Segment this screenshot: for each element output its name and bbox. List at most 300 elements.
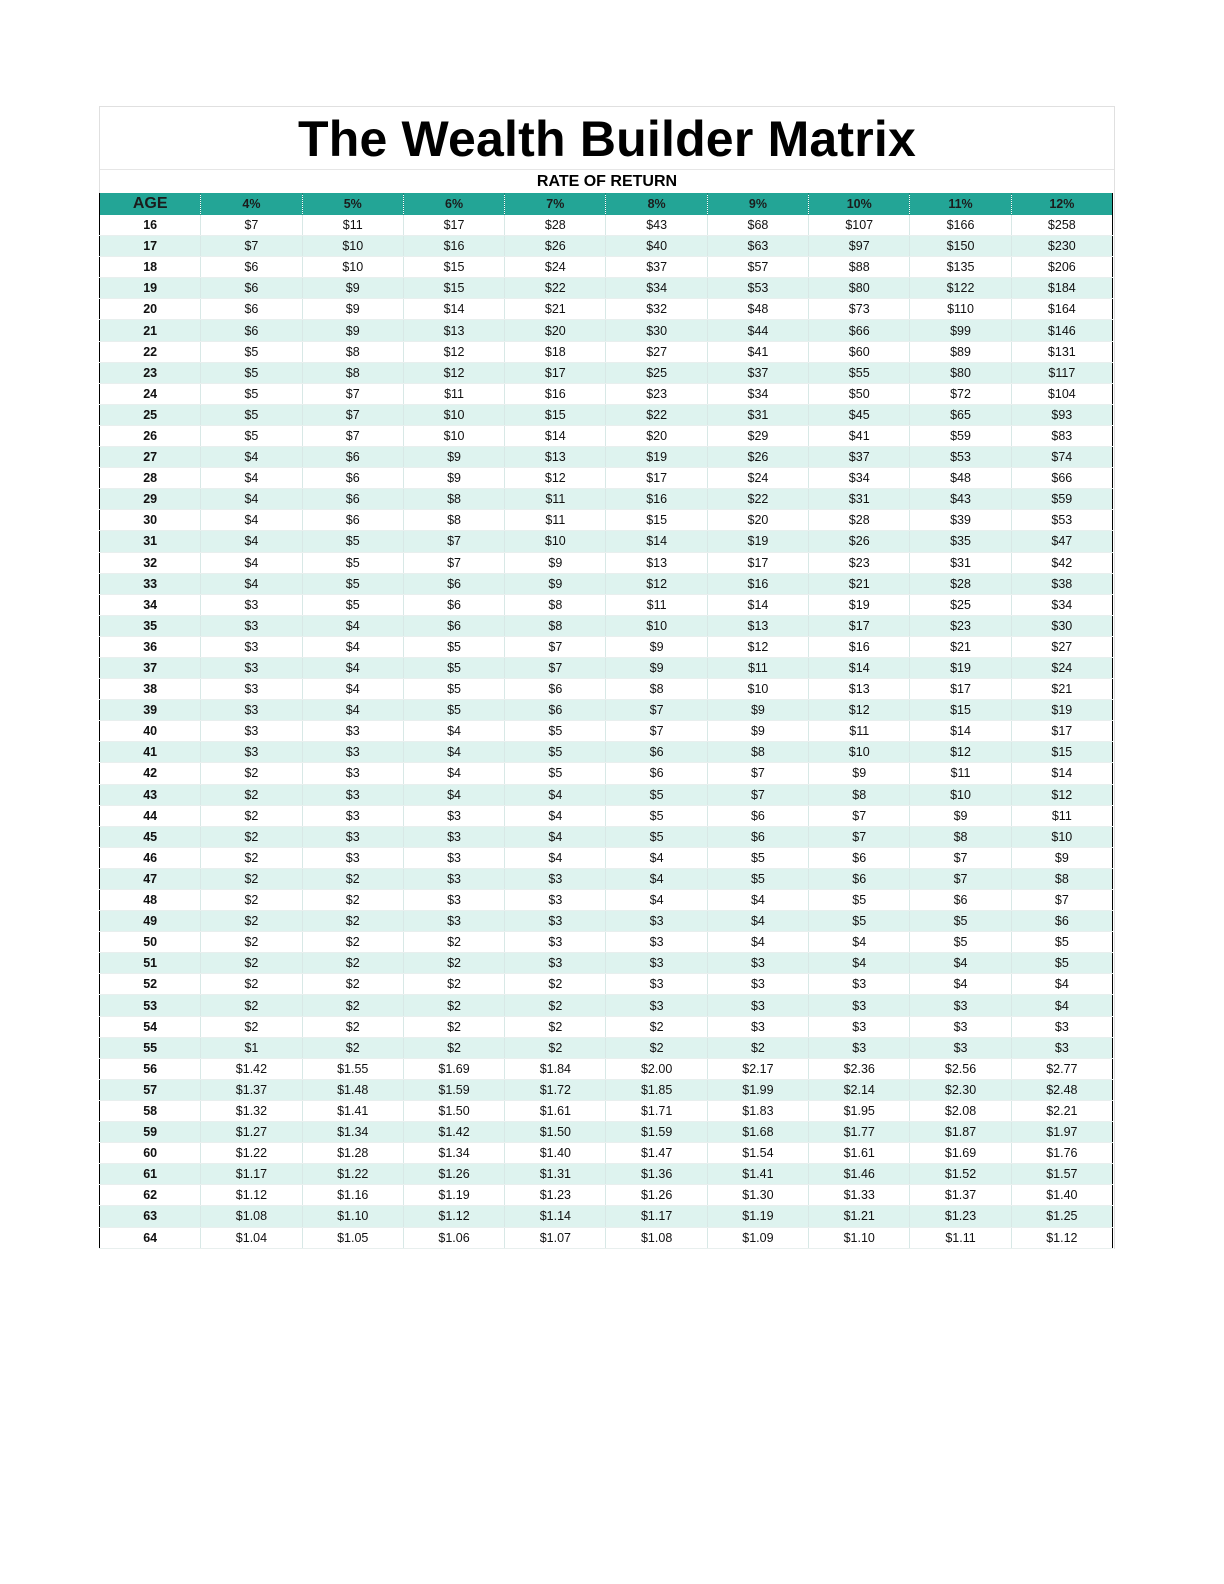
value-cell: $50 <box>809 383 910 404</box>
value-cell: $2 <box>403 1016 504 1037</box>
value-cell: $2 <box>201 847 302 868</box>
value-cell: $9 <box>707 721 808 742</box>
value-cell: $7 <box>302 425 403 446</box>
value-cell: $1.19 <box>707 1206 808 1227</box>
value-cell: $1.69 <box>403 1058 504 1079</box>
value-cell: $2.14 <box>809 1079 910 1100</box>
age-cell: 61 <box>100 1164 201 1185</box>
value-cell: $3 <box>809 1016 910 1037</box>
value-cell: $1.47 <box>606 1143 707 1164</box>
value-cell: $7 <box>606 700 707 721</box>
value-cell: $22 <box>707 489 808 510</box>
value-cell: $3 <box>910 995 1011 1016</box>
value-cell: $3 <box>505 932 606 953</box>
rate-column-header: 12% <box>1011 193 1112 215</box>
value-cell: $19 <box>809 594 910 615</box>
value-cell: $1.25 <box>1011 1206 1112 1227</box>
value-cell: $16 <box>505 383 606 404</box>
value-cell: $72 <box>910 383 1011 404</box>
value-cell: $14 <box>809 657 910 678</box>
value-cell: $27 <box>606 341 707 362</box>
value-cell: $1.84 <box>505 1058 606 1079</box>
table-row <box>100 1185 1113 1206</box>
value-cell: $2 <box>505 974 606 995</box>
value-cell: $17 <box>809 615 910 636</box>
value-cell: $1.10 <box>809 1227 910 1248</box>
value-cell: $4 <box>910 953 1011 974</box>
value-cell: $44 <box>707 320 808 341</box>
age-cell: 18 <box>100 257 201 278</box>
age-cell: 43 <box>100 784 201 805</box>
value-cell: $20 <box>505 320 606 341</box>
table-row <box>100 974 1113 995</box>
value-cell: $104 <box>1011 383 1112 404</box>
value-cell: $59 <box>910 425 1011 446</box>
value-cell: $3 <box>505 911 606 932</box>
value-cell: $57 <box>707 257 808 278</box>
value-cell: $9 <box>606 657 707 678</box>
value-cell: $43 <box>910 489 1011 510</box>
value-cell: $38 <box>1011 573 1112 594</box>
rate-column-header: 9% <box>707 193 808 215</box>
table-row <box>100 1227 1113 1248</box>
value-cell: $24 <box>505 257 606 278</box>
value-cell: $2 <box>302 932 403 953</box>
value-cell: $3 <box>809 995 910 1016</box>
table-row <box>100 404 1113 425</box>
rate-column-header: 11% <box>910 193 1011 215</box>
table-row <box>100 1164 1113 1185</box>
value-cell: $8 <box>505 594 606 615</box>
value-cell: $1.06 <box>403 1227 504 1248</box>
value-cell: $15 <box>403 257 504 278</box>
table-row <box>100 911 1113 932</box>
value-cell: $39 <box>910 510 1011 531</box>
rate-column-header: 7% <box>505 193 606 215</box>
value-cell: $5 <box>606 826 707 847</box>
value-cell: $4 <box>302 657 403 678</box>
value-cell: $3 <box>1011 1016 1112 1037</box>
value-cell: $21 <box>1011 679 1112 700</box>
spreadsheet <box>99 106 1115 1249</box>
value-cell: $3 <box>302 742 403 763</box>
value-cell: $1.55 <box>302 1058 403 1079</box>
value-cell: $5 <box>910 932 1011 953</box>
value-cell: $5 <box>403 679 504 700</box>
value-cell: $10 <box>403 425 504 446</box>
value-cell: $1.33 <box>809 1185 910 1206</box>
age-cell: 54 <box>100 1016 201 1037</box>
value-cell: $9 <box>302 299 403 320</box>
age-cell: 52 <box>100 974 201 995</box>
value-cell: $3 <box>201 636 302 657</box>
value-cell: $4 <box>505 847 606 868</box>
value-cell: $4 <box>302 700 403 721</box>
value-cell: $2 <box>505 1016 606 1037</box>
age-cell: 22 <box>100 341 201 362</box>
table-row <box>100 278 1113 299</box>
value-cell: $1.08 <box>201 1206 302 1227</box>
value-cell: $55 <box>809 362 910 383</box>
value-cell: $3 <box>910 1016 1011 1037</box>
value-cell: $20 <box>707 510 808 531</box>
value-cell: $37 <box>606 257 707 278</box>
value-cell: $45 <box>809 404 910 425</box>
value-cell: $3 <box>403 805 504 826</box>
value-cell: $4 <box>606 847 707 868</box>
table-row <box>100 995 1113 1016</box>
value-cell: $30 <box>606 320 707 341</box>
value-cell: $9 <box>505 573 606 594</box>
value-cell: $47 <box>1011 531 1112 552</box>
value-cell: $12 <box>403 341 504 362</box>
value-cell: $3 <box>403 868 504 889</box>
value-cell: $41 <box>707 341 808 362</box>
value-cell: $1.17 <box>606 1206 707 1227</box>
age-cell: 40 <box>100 721 201 742</box>
value-cell: $19 <box>606 447 707 468</box>
value-cell: $6 <box>201 320 302 341</box>
value-cell: $5 <box>201 362 302 383</box>
value-cell: $7 <box>809 826 910 847</box>
age-cell: 36 <box>100 636 201 657</box>
value-cell: $7 <box>201 215 302 236</box>
table-row <box>100 215 1113 236</box>
value-cell: $34 <box>707 383 808 404</box>
value-cell: $3 <box>302 784 403 805</box>
value-cell: $5 <box>707 868 808 889</box>
value-cell: $1.31 <box>505 1164 606 1185</box>
value-cell: $1.08 <box>606 1227 707 1248</box>
value-cell: $7 <box>403 531 504 552</box>
value-cell: $6 <box>201 278 302 299</box>
value-cell: $5 <box>505 742 606 763</box>
value-cell: $1.61 <box>809 1143 910 1164</box>
value-cell: $7 <box>809 805 910 826</box>
value-cell: $17 <box>707 552 808 573</box>
value-cell: $4 <box>403 742 504 763</box>
age-cell: 48 <box>100 890 201 911</box>
page-title: The Wealth Builder Matrix <box>100 107 1114 170</box>
value-cell: $26 <box>707 447 808 468</box>
value-cell: $5 <box>302 552 403 573</box>
value-cell: $1.52 <box>910 1164 1011 1185</box>
value-cell: $1.59 <box>606 1122 707 1143</box>
value-cell: $5 <box>809 890 910 911</box>
age-cell: 58 <box>100 1100 201 1121</box>
value-cell: $23 <box>809 552 910 573</box>
value-cell: $1.26 <box>606 1185 707 1206</box>
value-cell: $22 <box>505 278 606 299</box>
value-cell: $4 <box>201 531 302 552</box>
value-cell: $4 <box>606 890 707 911</box>
value-cell: $16 <box>809 636 910 657</box>
value-cell: $8 <box>707 742 808 763</box>
value-cell: $1.42 <box>201 1058 302 1079</box>
table-row <box>100 1079 1113 1100</box>
value-cell: $6 <box>302 510 403 531</box>
value-cell: $107 <box>809 215 910 236</box>
value-cell: $4 <box>505 826 606 847</box>
value-cell: $9 <box>809 763 910 784</box>
value-cell: $8 <box>302 341 403 362</box>
table-body <box>100 215 1113 1248</box>
age-cell: 47 <box>100 868 201 889</box>
value-cell: $12 <box>403 362 504 383</box>
value-cell: $17 <box>505 362 606 383</box>
age-cell: 38 <box>100 679 201 700</box>
value-cell: $37 <box>809 447 910 468</box>
value-cell: $2 <box>302 868 403 889</box>
value-cell: $37 <box>707 362 808 383</box>
table-row <box>100 742 1113 763</box>
value-cell: $48 <box>707 299 808 320</box>
value-cell: $25 <box>910 594 1011 615</box>
table-row <box>100 932 1113 953</box>
value-cell: $10 <box>707 679 808 700</box>
value-cell: $2 <box>302 1016 403 1037</box>
value-cell: $83 <box>1011 425 1112 446</box>
value-cell: $11 <box>505 489 606 510</box>
value-cell: $3 <box>707 953 808 974</box>
value-cell: $2.77 <box>1011 1058 1112 1079</box>
value-cell: $7 <box>403 552 504 573</box>
value-cell: $93 <box>1011 404 1112 425</box>
value-cell: $11 <box>302 215 403 236</box>
value-cell: $3 <box>707 995 808 1016</box>
value-cell: $60 <box>809 341 910 362</box>
value-cell: $8 <box>302 362 403 383</box>
value-cell: $5 <box>201 341 302 362</box>
age-cell: 64 <box>100 1227 201 1248</box>
value-cell: $164 <box>1011 299 1112 320</box>
age-cell: 37 <box>100 657 201 678</box>
value-cell: $4 <box>201 489 302 510</box>
value-cell: $11 <box>707 657 808 678</box>
value-cell: $1.77 <box>809 1122 910 1143</box>
age-cell: 21 <box>100 320 201 341</box>
value-cell: $4 <box>707 890 808 911</box>
value-cell: $8 <box>910 826 1011 847</box>
table-row <box>100 763 1113 784</box>
value-cell: $2 <box>201 826 302 847</box>
age-cell: 29 <box>100 489 201 510</box>
value-cell: $1.27 <box>201 1122 302 1143</box>
value-cell: $1.12 <box>403 1206 504 1227</box>
value-cell: $11 <box>505 510 606 531</box>
value-cell: $21 <box>809 573 910 594</box>
value-cell: $2 <box>201 995 302 1016</box>
value-cell: $1.34 <box>302 1122 403 1143</box>
value-cell: $1.04 <box>201 1227 302 1248</box>
age-cell: 45 <box>100 826 201 847</box>
value-cell: $6 <box>505 700 606 721</box>
value-cell: $1.50 <box>505 1122 606 1143</box>
age-cell: 50 <box>100 932 201 953</box>
value-cell: $41 <box>809 425 910 446</box>
value-cell: $258 <box>1011 215 1112 236</box>
value-cell: $2 <box>201 763 302 784</box>
value-cell: $3 <box>606 932 707 953</box>
value-cell: $8 <box>606 679 707 700</box>
table-row <box>100 890 1113 911</box>
age-cell: 23 <box>100 362 201 383</box>
age-cell: 41 <box>100 742 201 763</box>
table-row <box>100 1016 1113 1037</box>
rate-of-return-heading: RATE OF RETURN <box>536 173 678 190</box>
age-cell: 30 <box>100 510 201 531</box>
rate-column-header: 8% <box>606 193 707 215</box>
table-row <box>100 510 1113 531</box>
value-cell: $24 <box>707 468 808 489</box>
value-cell: $23 <box>606 383 707 404</box>
value-cell: $21 <box>505 299 606 320</box>
value-cell: $32 <box>606 299 707 320</box>
value-cell: $4 <box>302 615 403 636</box>
value-cell: $1.50 <box>403 1100 504 1121</box>
age-cell: 44 <box>100 805 201 826</box>
value-cell: $6 <box>201 299 302 320</box>
value-cell: $88 <box>809 257 910 278</box>
value-cell: $19 <box>910 657 1011 678</box>
age-cell: 63 <box>100 1206 201 1227</box>
value-cell: $206 <box>1011 257 1112 278</box>
value-cell: $1.21 <box>809 1206 910 1227</box>
value-cell: $2.00 <box>606 1058 707 1079</box>
value-cell: $11 <box>606 594 707 615</box>
value-cell: $4 <box>201 447 302 468</box>
value-cell: $14 <box>606 531 707 552</box>
value-cell: $1.12 <box>201 1185 302 1206</box>
table-row <box>100 1206 1113 1227</box>
value-cell: $16 <box>403 236 504 257</box>
value-cell: $10 <box>606 615 707 636</box>
age-cell: 17 <box>100 236 201 257</box>
value-cell: $4 <box>505 784 606 805</box>
wealth-matrix-table <box>99 193 1113 1249</box>
value-cell: $3 <box>201 615 302 636</box>
value-cell: $4 <box>302 636 403 657</box>
value-cell: $3 <box>302 847 403 868</box>
value-cell: $2 <box>403 1037 504 1058</box>
value-cell: $7 <box>910 868 1011 889</box>
value-cell: $1.71 <box>606 1100 707 1121</box>
value-cell: $1.42 <box>403 1122 504 1143</box>
age-cell: 32 <box>100 552 201 573</box>
value-cell: $1.61 <box>505 1100 606 1121</box>
value-cell: $22 <box>606 404 707 425</box>
value-cell: $53 <box>910 447 1011 468</box>
value-cell: $10 <box>1011 826 1112 847</box>
value-cell: $6 <box>1011 911 1112 932</box>
value-cell: $1.57 <box>1011 1164 1112 1185</box>
age-cell: 16 <box>100 215 201 236</box>
value-cell: $35 <box>910 531 1011 552</box>
value-cell: $150 <box>910 236 1011 257</box>
table-row <box>100 1037 1113 1058</box>
rate-column-header: 4% <box>201 193 302 215</box>
age-cell: 62 <box>100 1185 201 1206</box>
table-row <box>100 320 1113 341</box>
table-row <box>100 1143 1113 1164</box>
value-cell: $34 <box>809 468 910 489</box>
value-cell: $15 <box>505 404 606 425</box>
value-cell: $73 <box>809 299 910 320</box>
value-cell: $6 <box>201 257 302 278</box>
table-row <box>100 868 1113 889</box>
value-cell: $1.41 <box>707 1164 808 1185</box>
table-row <box>100 383 1113 404</box>
value-cell: $11 <box>809 721 910 742</box>
value-cell: $17 <box>606 468 707 489</box>
age-cell: 55 <box>100 1037 201 1058</box>
value-cell: $4 <box>201 552 302 573</box>
value-cell: $65 <box>910 404 1011 425</box>
value-cell: $10 <box>403 404 504 425</box>
value-cell: $1.32 <box>201 1100 302 1121</box>
value-cell: $7 <box>707 763 808 784</box>
table-row <box>100 721 1113 742</box>
value-cell: $122 <box>910 278 1011 299</box>
value-cell: $10 <box>505 531 606 552</box>
value-cell: $2 <box>302 890 403 911</box>
value-cell: $48 <box>910 468 1011 489</box>
value-cell: $1.85 <box>606 1079 707 1100</box>
value-cell: $9 <box>505 552 606 573</box>
value-cell: $15 <box>1011 742 1112 763</box>
value-cell: $1.10 <box>302 1206 403 1227</box>
value-cell: $13 <box>403 320 504 341</box>
value-cell: $80 <box>910 362 1011 383</box>
age-cell: 60 <box>100 1143 201 1164</box>
value-cell: $13 <box>707 615 808 636</box>
value-cell: $4 <box>201 510 302 531</box>
value-cell: $34 <box>606 278 707 299</box>
value-cell: $3 <box>505 953 606 974</box>
age-cell: 53 <box>100 995 201 1016</box>
table-row <box>100 805 1113 826</box>
value-cell: $6 <box>403 615 504 636</box>
rate-column-header: 10% <box>809 193 910 215</box>
value-cell: $12 <box>910 742 1011 763</box>
value-cell: $28 <box>505 215 606 236</box>
value-cell: $1.95 <box>809 1100 910 1121</box>
value-cell: $26 <box>809 531 910 552</box>
value-cell: $6 <box>606 742 707 763</box>
age-cell: 56 <box>100 1058 201 1079</box>
value-cell: $2 <box>302 974 403 995</box>
value-cell: $13 <box>809 679 910 700</box>
value-cell: $5 <box>201 404 302 425</box>
value-cell: $26 <box>505 236 606 257</box>
value-cell: $13 <box>606 552 707 573</box>
value-cell: $11 <box>403 383 504 404</box>
value-cell: $66 <box>1011 468 1112 489</box>
value-cell: $9 <box>1011 847 1112 868</box>
table-row <box>100 700 1113 721</box>
value-cell: $1.87 <box>910 1122 1011 1143</box>
value-cell: $7 <box>505 657 606 678</box>
value-cell: $6 <box>910 890 1011 911</box>
value-cell: $5 <box>910 911 1011 932</box>
table-row <box>100 468 1113 489</box>
value-cell: $23 <box>910 615 1011 636</box>
value-cell: $4 <box>606 868 707 889</box>
value-cell: $1.22 <box>201 1143 302 1164</box>
value-cell: $1.16 <box>302 1185 403 1206</box>
value-cell: $2 <box>403 995 504 1016</box>
table-row <box>100 1058 1113 1079</box>
